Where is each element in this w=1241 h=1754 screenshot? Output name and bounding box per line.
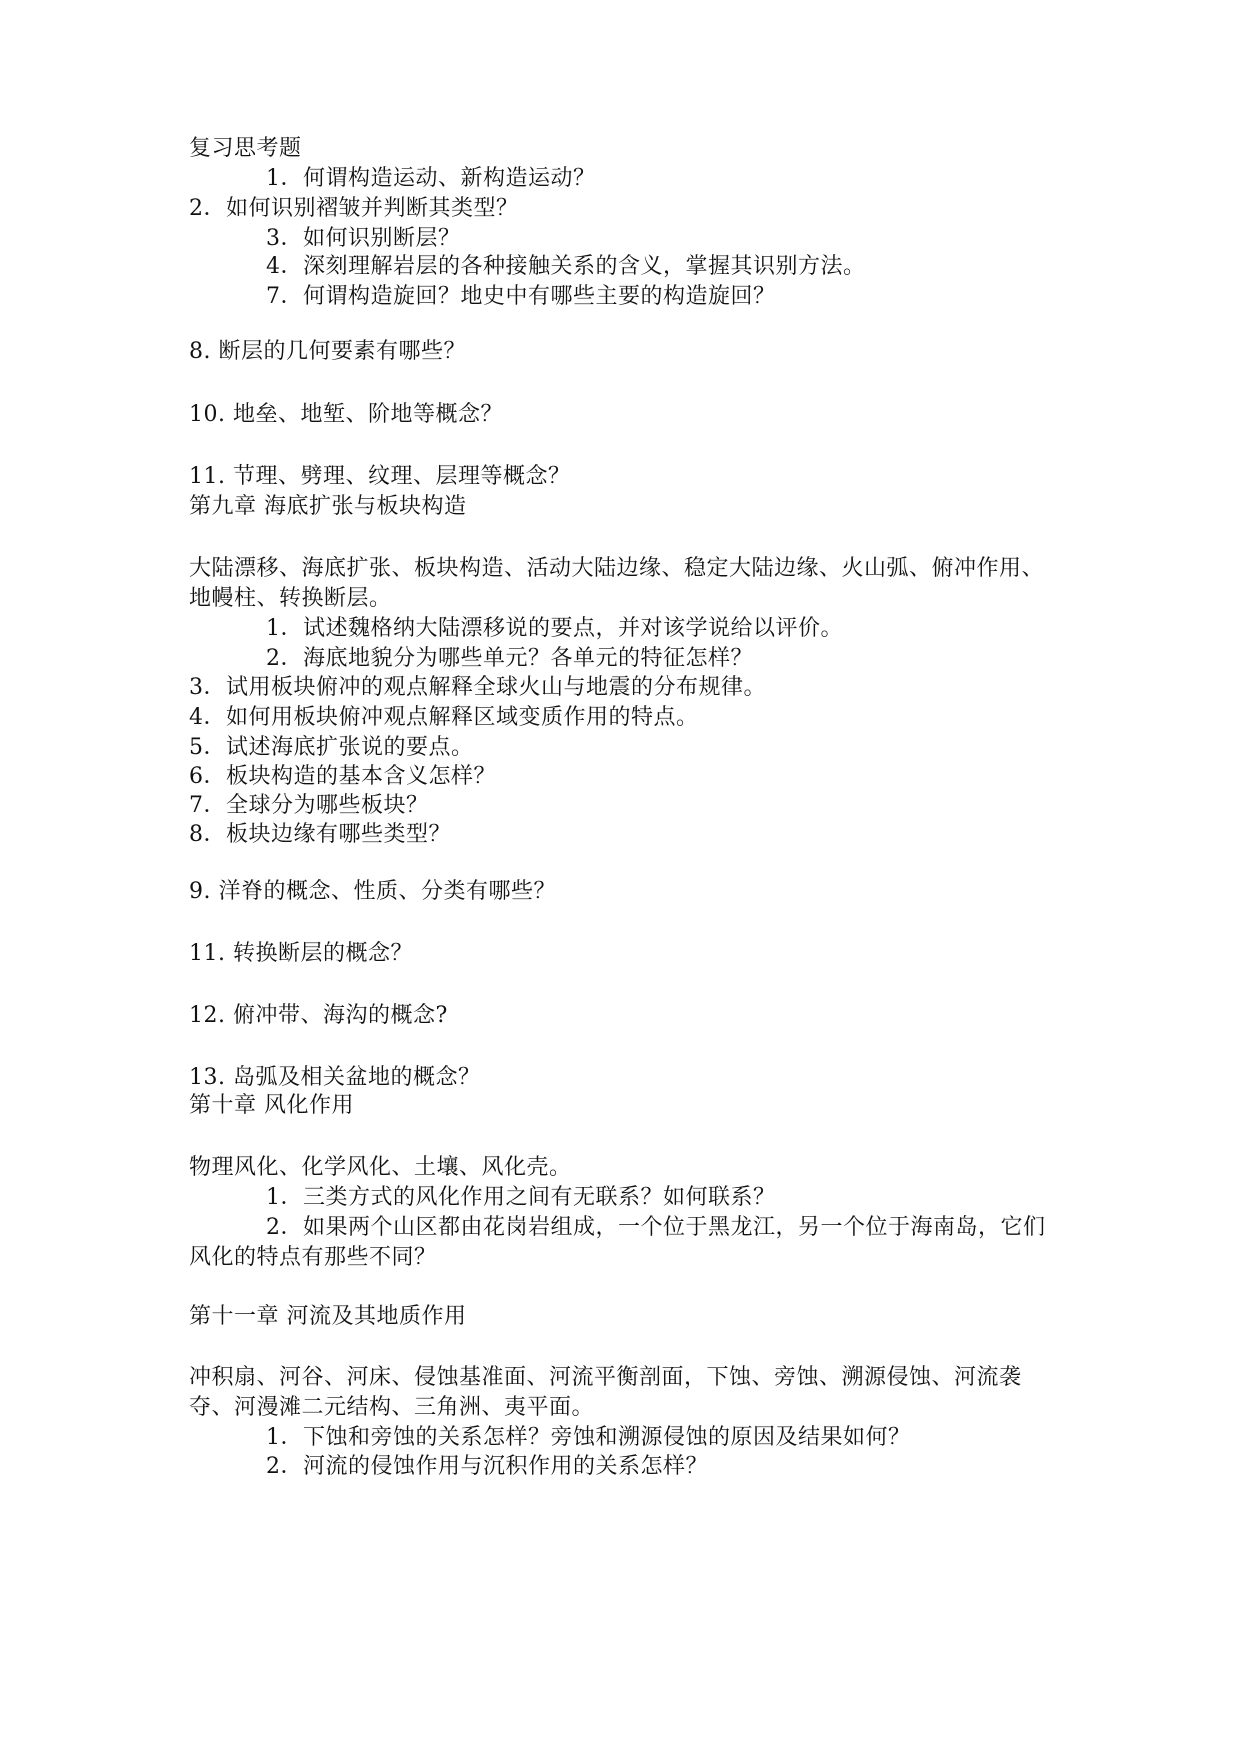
question-line: 1．试述魏格纳大陆漂移说的要点，并对该学说给以评价。 [266,616,843,641]
chapter-heading: 第十章 风化作用 [189,1093,354,1118]
question-line: 1．三类方式的风化作用之间有无联系？如何联系？ [266,1185,776,1210]
question-line: 5．试述海底扩张说的要点。 [189,735,474,760]
question-line: 8．板块边缘有哪些类型？ [189,822,451,847]
terms-paragraph: 物理风化、化学风化、土壤、风化壳。 [189,1155,572,1180]
question-line: 8. 断层的几何要素有哪些？ [189,339,466,364]
chapter-heading: 第十一章 河流及其地质作用 [189,1304,467,1329]
terms-paragraph: 冲积扇、河谷、河床、侵蚀基准面、河流平衡剖面，下蚀、旁蚀、溯源侵蚀、河流袭夺、河漫滩二元结构、三角洲、夷平面。 [189,1365,1022,1420]
question-line: 9. 洋脊的概念、性质、分类有哪些？ [189,879,556,904]
question-line: 1．下蚀和旁蚀的关系怎样？旁蚀和溯源侵蚀的原因及结果如何？ [266,1425,911,1450]
question-line: 12. 俯冲带、海沟的概念? [189,1003,448,1028]
question-line: 2．如何识别褶皱并判断其类型？ [189,196,519,221]
question-line: 11. 节理、劈理、纹理、层理等概念？ [189,464,571,489]
question-line: 2．河流的侵蚀作用与沉积作用的关系怎样？ [266,1454,708,1479]
question-line: 4．深刻理解岩层的各种接触关系的含义，掌握其识别方法。 [266,254,866,279]
question-line: 2．海底地貌分为哪些单元？各单元的特征怎样？ [266,646,753,671]
chapter-heading: 第九章 海底扩张与板块构造 [189,494,467,519]
question-line: 7．何谓构造旋回？地史中有哪些主要的构造旋回？ [266,284,776,309]
question-line: 6．板块构造的基本含义怎样？ [189,764,496,789]
question-line: 4．如何用板块俯冲观点解释区域变质作用的特点。 [189,705,699,730]
question-line: 3．如何识别断层？ [266,226,461,251]
question-line: 2．如果两个山区都由花岗岩组成，一个位于黑龙江，另一个位于海南岛，它们风化的特点有那些不同？ [189,1215,1046,1270]
question-line: 7．全球分为哪些板块？ [189,793,429,818]
question-line: 1．何谓构造运动、新构造运动？ [266,166,596,191]
terms-paragraph: 大陆漂移、海底扩张、板块构造、活动大陆边缘、稳定大陆边缘、火山弧、俯冲作用、地幔柱、转换断层。 [189,556,1045,611]
question-line: 11. 转换断层的概念？ [189,941,413,966]
question-line: 3．试用板块俯冲的观点解释全球火山与地震的分布规律。 [189,675,766,700]
question-line: 13. 岛弧及相关盆地的概念？ [189,1065,481,1090]
review-questions-heading: 复习思考题 [189,136,302,161]
question-line: 10. 地垒、地堑、阶地等概念？ [189,402,503,427]
